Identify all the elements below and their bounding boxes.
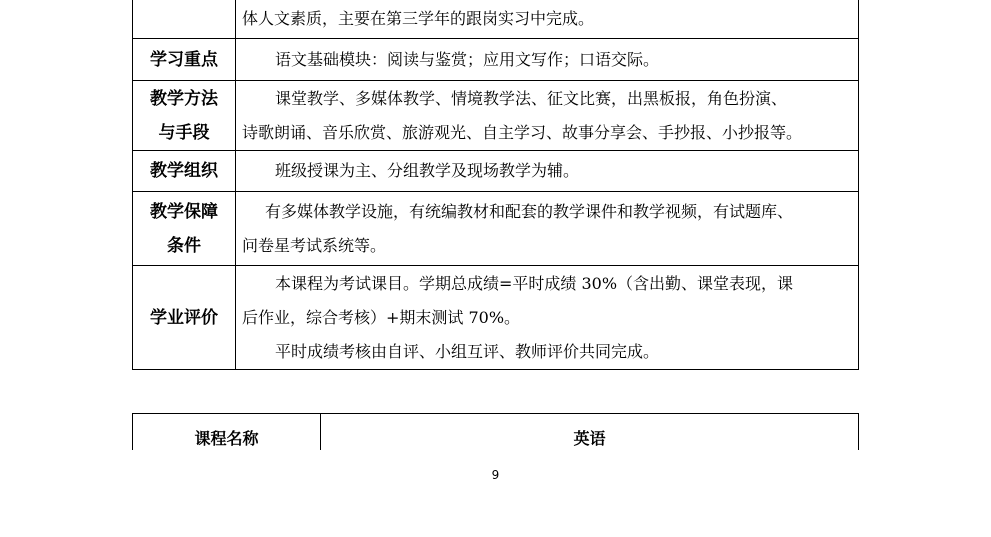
row-label bbox=[133, 192, 236, 266]
row-content bbox=[236, 192, 859, 266]
content-line: 问卷星考试系统等。 bbox=[242, 235, 387, 255]
course-name-value: 英语 bbox=[321, 414, 859, 471]
label-line: 与手段 bbox=[158, 122, 210, 143]
row-label bbox=[133, 266, 236, 370]
row-label bbox=[133, 39, 236, 81]
table-row bbox=[133, 151, 859, 192]
content-line: 平时成绩考核由自评、小组互评、教师评价共同完成。 bbox=[275, 341, 660, 361]
content-line: 语文基础模块：阅读与鉴赏；应用文写作；口语交际。 bbox=[275, 49, 660, 69]
label-line: 教学组织 bbox=[150, 161, 218, 181]
row-content bbox=[236, 151, 859, 192]
table-row bbox=[133, 0, 859, 39]
table-row bbox=[133, 39, 859, 81]
page-bottom-margin bbox=[0, 450, 991, 537]
content-line: 本课程为考试课目。学期总成绩=平时成绩 30%（含出勤、课堂表现，课 bbox=[275, 273, 794, 293]
content-line: 后作业，综合考核）+期末测试 70%。 bbox=[242, 307, 521, 327]
label-line: 学业评价 bbox=[150, 307, 218, 328]
row-content bbox=[236, 0, 859, 39]
label-line: 教学保障 bbox=[150, 201, 218, 222]
course-name-label: 课程名称 bbox=[133, 414, 321, 471]
row-label bbox=[133, 0, 236, 39]
row-label bbox=[133, 151, 236, 192]
row-content bbox=[236, 39, 859, 81]
content-line: 体人文素质，主要在第三学年的跟岗实习中完成。 bbox=[242, 9, 595, 28]
content-line: 诗歌朗诵、音乐欣赏、旅游观光、自主学习、故事分享会、手抄报、小抄报等。 bbox=[242, 122, 803, 142]
label-line: 学习重点 bbox=[150, 49, 218, 70]
label-line: 条件 bbox=[167, 235, 201, 256]
page-number: 9 bbox=[491, 468, 500, 482]
content-line: 有多媒体教学设施，有统编教材和配套的教学课件和教学视频，有试题库、 bbox=[265, 201, 794, 221]
content-line: 班级授课为主、分组教学及现场教学为辅。 bbox=[275, 161, 580, 180]
row-content bbox=[236, 81, 859, 151]
table-row bbox=[133, 81, 859, 151]
table-row bbox=[133, 192, 859, 266]
label-line: 教学方法 bbox=[150, 88, 218, 109]
content-line: 课堂教学、多媒体教学、情境教学法、征文比赛，出黑板报，角色扮演、 bbox=[275, 88, 788, 108]
table-row bbox=[133, 266, 859, 370]
row-label bbox=[133, 81, 236, 151]
row-content bbox=[236, 266, 859, 370]
course-outline-table bbox=[132, 0, 859, 370]
